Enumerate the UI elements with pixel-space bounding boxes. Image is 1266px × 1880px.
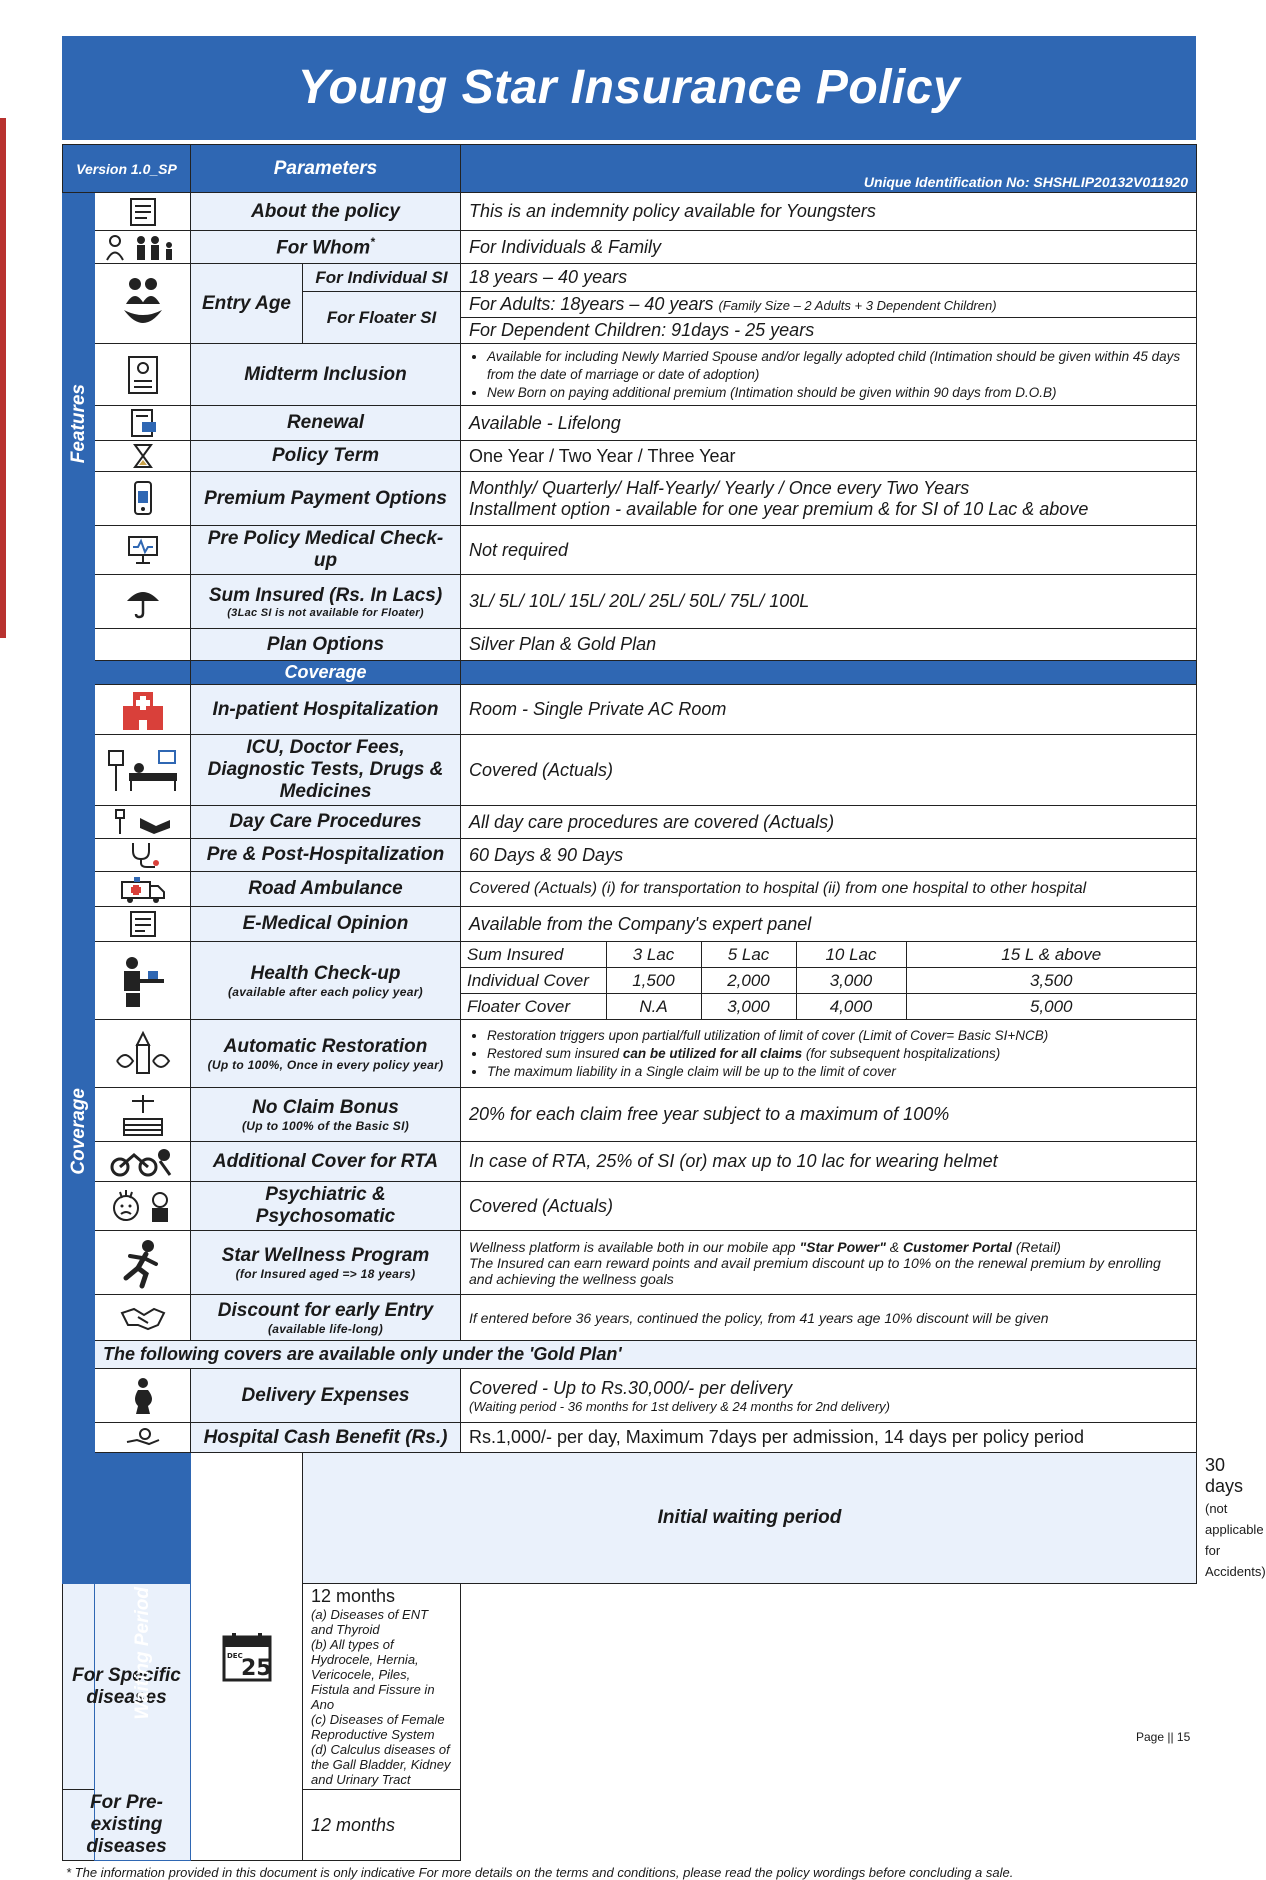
page-edge-mark <box>0 118 6 638</box>
hc-cell: Individual Cover <box>461 968 606 994</box>
handshake-icon <box>95 1295 191 1341</box>
value-delivery: Covered - Up to Rs.30,000/- per delivery (Waiting period - 36 months for 1st delivery & 24 months for 2nd delivery) <box>461 1369 1197 1423</box>
table-header-row <box>63 145 1197 193</box>
parameters-heading: Parameters <box>191 145 461 193</box>
value-restoration <box>461 1020 1197 1088</box>
policy-table <box>62 144 1266 1861</box>
hc-cell: N.A <box>606 994 701 1020</box>
value-preexisting: 12 months <box>303 1790 461 1861</box>
label-policy-term: Policy Term <box>191 441 461 472</box>
value-early: If entered before 36 years, continued the policy, from 41 years age 10% discount will be given <box>461 1295 1197 1341</box>
value-individual-si: 18 years – 40 years <box>461 264 1197 292</box>
row-for-whom <box>63 231 1197 264</box>
row-plan <box>63 629 1197 661</box>
label-daycare: Day Care Procedures <box>191 806 461 839</box>
restoration-bullet: • Restoration triggers upon partial/full utilization of limit of cover (Limit of Cover= Basic SI+NCB) <box>487 1027 1188 1045</box>
label-wellness: Star Wellness Program (for Insured aged => 18 years) <box>191 1231 461 1295</box>
id-card-icon <box>95 344 191 406</box>
hc-individual-row <box>461 968 1196 994</box>
gold-heading: The following covers are available only under the 'Gold Plan' <box>95 1341 1197 1369</box>
hc-cell: 3,500 <box>906 968 1196 994</box>
row-emedical <box>63 907 1197 942</box>
hc-cell: 4,000 <box>796 994 906 1020</box>
value-icu: Covered (Actuals) <box>461 735 1197 806</box>
label-icu: ICU, Doctor Fees, Diagnostic Tests, Drugs & Medicines <box>191 735 461 806</box>
health-checkup-grid <box>461 942 1197 1020</box>
label-ncb: No Claim Bonus (Up to 100% of the Basic SI) <box>191 1088 461 1142</box>
label-entry-age: Entry Age <box>191 264 303 344</box>
row-inpatient <box>63 685 1197 735</box>
midterm-bullet: • New Born on paying additional premium (Intimation should be given within 90 days from D.O.B) <box>487 384 1188 402</box>
row-delivery <box>63 1369 1197 1423</box>
document-icon <box>95 193 191 231</box>
label-prepost: Pre & Post-Hospitalization <box>191 839 461 872</box>
accident-icon <box>95 1142 191 1182</box>
label-ambulance: Road Ambulance <box>191 872 461 907</box>
row-renewal <box>63 406 1197 441</box>
disease-item: (d) Calculus diseases of the Gall Bladder, Kidney and Urinary Tract <box>311 1742 451 1787</box>
hc-header-row <box>461 942 1196 968</box>
row-wellness <box>63 1231 1197 1295</box>
family-icon <box>95 231 191 264</box>
policy-document <box>62 36 1266 1880</box>
hc-cell: 3 Lac <box>606 942 701 968</box>
hourglass-icon <box>95 441 191 472</box>
row-prepost <box>63 839 1197 872</box>
band-left <box>63 661 95 685</box>
midterm-bullet: • Available for including Newly Married Spouse and/or legally adopted child (Intimation should be given within 45 days from the date of marriage or date of adoption) <box>487 348 1188 384</box>
row-entry-age-individual <box>63 264 1197 292</box>
hc-cell: 3,000 <box>701 994 796 1020</box>
row-rta <box>63 1142 1197 1182</box>
psych-icon <box>95 1182 191 1231</box>
runner-icon <box>95 1231 191 1295</box>
daycare-chair-icon <box>95 806 191 839</box>
value-specific-diseases: 12 months (a) Diseases of ENT and Thyroid (b) All types of Hydrocele, Hernia, Vericocele, Piles, Fistula and Fissure in Ano (c) Diseases of Female Reproductive System (d) Calculus diseases of the Gall Bladder, Kidney and Urinary Tract <box>303 1584 461 1790</box>
row-about <box>63 193 1197 231</box>
label-premium: Premium Payment Options <box>191 472 461 526</box>
calendar-icon <box>191 1453 303 1861</box>
label-restoration: Automatic Restoration (Up to 100%, Once in every policy year) <box>191 1020 461 1088</box>
hc-cell: 1,500 <box>606 968 701 994</box>
label-cash: Hospital Cash Benefit (Rs.) <box>191 1423 461 1453</box>
health-checkup-table <box>461 942 1196 1019</box>
value-ambulance: Covered (Actuals) (i) for transportation to hospital (ii) from one hospital to other hospital <box>461 872 1197 907</box>
label-psych: Psychiatric & Psychosomatic <box>191 1182 461 1231</box>
row-daycare <box>63 806 1197 839</box>
hc-cell: 10 Lac <box>796 942 906 968</box>
doctor-desk-icon <box>95 942 191 1020</box>
row-initial-waiting: Waiting Period DEC 25 Initial waiting period 30 days (not applicable for Accidents) <box>63 1453 1197 1584</box>
value-floater-adults: For Adults: 18years – 40 years (Family Size – 2 Adults + 3 Dependent Children) <box>461 292 1197 318</box>
coverage-heading: Coverage <box>191 661 461 685</box>
row-restoration <box>63 1020 1197 1088</box>
label-preexisting: For Pre-existing diseases <box>63 1790 191 1861</box>
icu-bed-icon <box>95 735 191 806</box>
hc-cell: Floater Cover <box>461 994 606 1020</box>
value-renewal: Available - Lifelong <box>461 406 1197 441</box>
label-medical: Pre Policy Medical Check-up <box>191 526 461 575</box>
hospital-icon <box>95 685 191 735</box>
restoration-bullet: • Restored sum insured can be utilized for all claims (for subsequent hospitalizations) <box>487 1045 1188 1063</box>
row-midterm <box>63 344 1197 406</box>
value-ncb: 20% for each claim free year subject to a maximum of 100% <box>461 1088 1197 1142</box>
value-prepost: 60 Days & 90 Days <box>461 839 1197 872</box>
value-medical: Not required <box>461 526 1197 575</box>
value-wellness: Wellness platform is available both in our mobile app "Star Power" & Customer Portal (Retail) The Insured can earn reward points and avail premium discount up to 10% on the renewal premium by enrolling and achieving the wellness goals <box>461 1231 1197 1295</box>
row-icu <box>63 735 1197 806</box>
report-icon <box>95 907 191 942</box>
label-renewal: Renewal <box>191 406 461 441</box>
label-plan: Plan Options <box>191 629 461 661</box>
band-icon-cell <box>95 661 191 685</box>
label-for-whom: For Whom* <box>191 231 461 264</box>
umbrella-icon <box>95 575 191 629</box>
label-inpatient: In-patient Hospitalization <box>191 685 461 735</box>
row-policy-term <box>63 441 1197 472</box>
disease-item: (c) Diseases of Female Reproductive System <box>311 1712 445 1742</box>
row-premium <box>63 472 1197 526</box>
hc-cell: 3,000 <box>796 968 906 994</box>
row-psych <box>63 1182 1197 1231</box>
payment-phone-icon <box>95 472 191 526</box>
label-delivery: Delivery Expenses <box>191 1369 461 1423</box>
value-rta: In case of RTA, 25% of SI (or) max up to 10 lac for wearing helmet <box>461 1142 1197 1182</box>
hc-cell: Sum Insured <box>461 942 606 968</box>
disease-item: (b) All types of Hydrocele, Hernia, Vericocele, Piles, Fistula and Fissure in Ano <box>311 1637 435 1712</box>
bonus-building-icon <box>95 1088 191 1142</box>
row-health-checkup <box>63 942 1197 1020</box>
ambulance-icon <box>95 872 191 907</box>
label-midterm: Midterm Inclusion <box>191 344 461 406</box>
svg-text:25: 25 <box>240 1655 272 1681</box>
value-psych: Covered (Actuals) <box>461 1182 1197 1231</box>
restoration-bullet: • The maximum liability in a Single claim will be up to the limit of cover <box>487 1063 1188 1081</box>
restoration-icon <box>95 1020 191 1088</box>
hc-floater-row <box>461 994 1196 1020</box>
label-initial-waiting: Initial waiting period <box>303 1453 1197 1584</box>
value-policy-term: One Year / Two Year / Three Year <box>461 441 1197 472</box>
gold-heading-row <box>63 1341 1197 1369</box>
value-midterm <box>461 344 1197 406</box>
hc-cell: 15 L & above <box>906 942 1196 968</box>
section-coverage: Coverage <box>63 685 95 1584</box>
band-value-cell <box>461 661 1197 685</box>
section-waiting: Waiting Period <box>95 1453 191 1861</box>
label-rta: Additional Cover for RTA <box>191 1142 461 1182</box>
label-early: Discount for early Entry (available life-long) <box>191 1295 461 1341</box>
label-sum-insured: Sum Insured (Rs. In Lacs) (3Lac SI is not available for Floater) <box>191 575 461 629</box>
label-floater-si: For Floater SI <box>303 292 461 344</box>
value-plan: Silver Plan & Gold Plan <box>461 629 1197 661</box>
value-about: This is an indemnity policy available for Youngsters <box>461 193 1197 231</box>
label-emedical: E-Medical Opinion <box>191 907 461 942</box>
value-sum-insured: 3L/ 5L/ 10L/ 15L/ 20L/ 25L/ 50L/ 75L/ 100L <box>461 575 1197 629</box>
row-cash <box>63 1423 1197 1453</box>
disease-item: (a) Diseases of ENT and Thyroid <box>311 1607 429 1637</box>
value-inpatient: Room - Single Private AC Room <box>461 685 1197 735</box>
cash-hand-icon <box>95 1423 191 1453</box>
value-for-whom: For Individuals & Family <box>461 231 1197 264</box>
section-features: Features <box>63 193 95 661</box>
people-icon <box>95 264 191 344</box>
label-about: About the policy <box>191 193 461 231</box>
row-medical <box>63 526 1197 575</box>
label-individual-si: For Individual SI <box>303 264 461 292</box>
plan-blank <box>95 629 191 661</box>
stethoscope-icon <box>95 839 191 872</box>
version-label: Version 1.0_SP <box>63 145 191 193</box>
row-ambulance <box>63 872 1197 907</box>
page-title: Young Star Insurance Policy <box>62 36 1196 140</box>
value-premium: Monthly/ Quarterly/ Half-Yearly/ Yearly / Once every Two Years Installment option - available for one year premium & for SI of 10 Lac & above <box>461 472 1197 526</box>
monitor-icon <box>95 526 191 575</box>
value-cash: Rs.1,000/- per day, Maximum 7days per admission, 14 days per policy period <box>461 1423 1197 1453</box>
footnote: * The information provided in this document is only indicative For more details on the terms and conditions, please read the policy wordings before concluding a sale. <box>66 1865 1014 1880</box>
coverage-band-row <box>63 661 1197 685</box>
row-ncb <box>63 1088 1197 1142</box>
page-number: Page || 15 <box>1136 1730 1191 1744</box>
row-sum-insured <box>63 575 1197 629</box>
label-health-checkup: Health Check-up (available after each policy year) <box>191 942 461 1020</box>
value-daycare: All day care procedures are covered (Actuals) <box>461 806 1197 839</box>
hc-cell: 2,000 <box>701 968 796 994</box>
renewal-form-icon <box>95 406 191 441</box>
hc-cell: 5 Lac <box>701 942 796 968</box>
value-emedical: Available from the Company's expert panel <box>461 907 1197 942</box>
value-floater-children: For Dependent Children: 91days - 25 years <box>461 318 1197 344</box>
label-specific-diseases: For Specific diseases <box>63 1584 191 1790</box>
svg-text:DEC: DEC <box>226 1651 243 1660</box>
unique-id: Unique Identification No: SHSHLIP20132V011920 <box>461 145 1197 193</box>
hc-cell: 5,000 <box>906 994 1196 1020</box>
row-early <box>63 1295 1197 1341</box>
asterisk-mark: * <box>370 234 375 249</box>
pregnancy-icon <box>95 1369 191 1423</box>
